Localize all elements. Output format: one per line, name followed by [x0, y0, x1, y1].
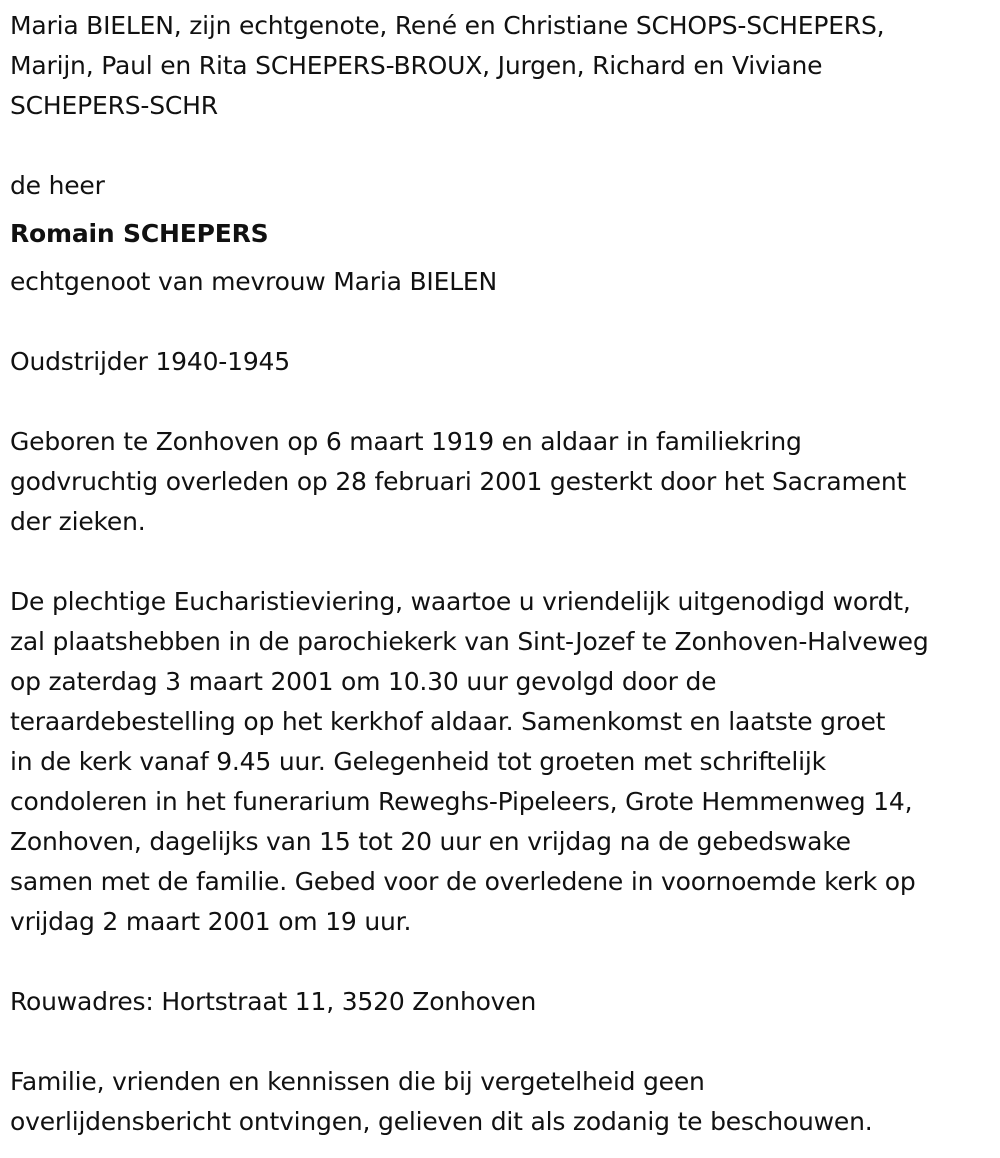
birth-death-paragraph: [10, 422, 995, 542]
family-line: SCHEPERS-SCHR: [10, 91, 218, 120]
family-line: Marijn, Paul en Rita SCHEPERS-BROUX, Jurgen, Richard en Viviane: [10, 51, 823, 80]
ceremony-line: Zonhoven, dagelijks van 15 tot 20 uur en vrijdag na de gebedswake: [10, 827, 851, 856]
closing-paragraph: [10, 1062, 995, 1142]
deceased-name: Romain SCHEPERS: [10, 219, 269, 248]
ceremony-line: De plechtige Eucharistieviering, waartoe u vriendelijk uitgenodigd wordt,: [10, 587, 911, 616]
family-members-paragraph: [10, 6, 995, 126]
spouse-line: echtgenoot van mevrouw Maria BIELEN: [10, 267, 498, 296]
salutation: de heer: [10, 171, 105, 200]
ceremony-line: samen met de familie. Gebed voor de overledene in voornoemde kerk op: [10, 867, 916, 896]
ceremony-line: condoleren in het funerarium Reweghs-Pipeleers, Grote Hemmenweg 14,: [10, 787, 913, 816]
family-line: Maria BIELEN, zijn echtgenote, René en Christiane SCHOPS-SCHEPERS,: [10, 11, 885, 40]
ceremony-line: op zaterdag 3 maart 2001 om 10.30 uur gevolgd door de: [10, 667, 717, 696]
mourning-address: Rouwadres: Hortstraat 11, 3520 Zonhoven: [10, 987, 537, 1016]
death-notice: [10, 6, 995, 1142]
birth-death-line: godvruchtig overleden op 28 februari 2001 gesterkt door het Sacrament: [10, 467, 907, 496]
closing-line: overlijdensbericht ontvingen, gelieven dit als zodanig te beschouwen.: [10, 1107, 873, 1136]
ceremony-line: teraardebestelling op het kerkhof aldaar. Samenkomst en laatste groet: [10, 707, 886, 736]
birth-death-line: Geboren te Zonhoven op 6 maart 1919 en aldaar in familiekring: [10, 427, 802, 456]
closing-line: Familie, vrienden en kennissen die bij vergetelheid geen: [10, 1067, 705, 1096]
ceremony-line: zal plaatshebben in de parochiekerk van Sint-Jozef te Zonhoven-Halveweg: [10, 627, 929, 656]
ceremony-line: vrijdag 2 maart 2001 om 19 uur.: [10, 907, 412, 936]
birth-death-line: der zieken.: [10, 507, 146, 536]
ceremony-paragraph: [10, 582, 995, 942]
ceremony-line: in de kerk vanaf 9.45 uur. Gelegenheid tot groeten met schriftelijk: [10, 747, 826, 776]
veteran-line: Oudstrijder 1940-1945: [10, 347, 290, 376]
